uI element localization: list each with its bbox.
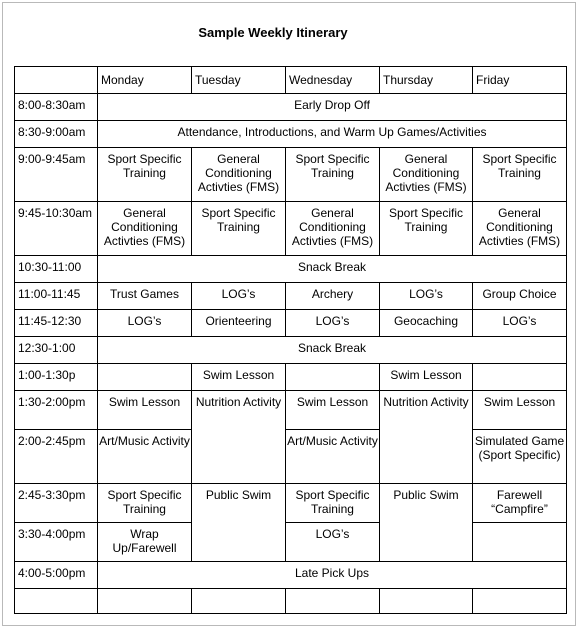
time-cell: 9:45-10:30am <box>15 202 98 256</box>
activity-cell: General Conditioning Activties (FMS) <box>380 148 473 202</box>
activity-cell: Art/Music Activity <box>98 430 192 484</box>
activity-cell-snack-break: Snack Break <box>98 337 567 364</box>
activity-cell <box>473 364 567 391</box>
activity-cell: Sport Specific Training <box>473 148 567 202</box>
activity-cell: Nutrition Activity <box>192 391 286 484</box>
activity-cell <box>473 589 567 614</box>
activity-cell: Sport Specific Training <box>286 148 380 202</box>
activity-cell: General Conditioning Activties (FMS) <box>286 202 380 256</box>
table-row <box>15 94 567 121</box>
activity-cell: Public Swim <box>192 484 286 562</box>
activity-cell <box>380 589 473 614</box>
table-row <box>15 589 567 614</box>
activity-cell: LOG’s <box>286 310 380 337</box>
activity-cell <box>98 589 192 614</box>
time-cell: 9:00-9:45am <box>15 148 98 202</box>
activity-cell: LOG’s <box>473 310 567 337</box>
activity-cell <box>192 589 286 614</box>
table-row <box>15 523 567 562</box>
day-header-thursday: Thursday <box>380 67 473 94</box>
table-row <box>15 202 567 256</box>
time-cell <box>15 589 98 614</box>
activity-cell: Sport Specific Training <box>98 484 192 523</box>
time-cell: 2:00-2:45pm <box>15 430 98 484</box>
table-row <box>15 121 567 148</box>
activity-cell: General Conditioning Activties (FMS) <box>473 202 567 256</box>
activity-cell: Orienteering <box>192 310 286 337</box>
table-row <box>15 256 567 283</box>
activity-cell: Swim Lesson <box>380 364 473 391</box>
activity-cell-snack-break: Snack Break <box>98 256 567 283</box>
time-cell: 11:00-11:45 <box>15 283 98 310</box>
table-row <box>15 283 567 310</box>
table-row <box>15 310 567 337</box>
time-cell: 8:00-8:30am <box>15 94 98 121</box>
activity-cell: Sport Specific Training <box>286 484 380 523</box>
table-row <box>15 337 567 364</box>
table-row <box>15 430 567 484</box>
time-cell: 10:30-11:00 <box>15 256 98 283</box>
time-cell: 3:30-4:00pm <box>15 523 98 562</box>
day-header-wednesday: Wednesday <box>286 67 380 94</box>
activity-cell: Public Swim <box>380 484 473 562</box>
day-header-friday: Friday <box>473 67 567 94</box>
day-header-monday: Monday <box>98 67 192 94</box>
activity-cell: Sport Specific Training <box>98 148 192 202</box>
activity-cell: LOG’s <box>286 523 380 562</box>
activity-cell: LOG’s <box>380 283 473 310</box>
table-row <box>15 484 567 523</box>
time-cell: 4:00-5:00pm <box>15 562 98 589</box>
time-cell: 8:30-9:00am <box>15 121 98 148</box>
activity-cell: Sport Specific Training <box>380 202 473 256</box>
table-row <box>15 364 567 391</box>
activity-cell: Art/Music Activity <box>286 430 380 484</box>
activity-cell: Swim Lesson <box>98 391 192 430</box>
activity-cell <box>286 364 380 391</box>
activity-cell-attendance: Attendance, Introductions, and Warm Up Games/Activities <box>98 121 567 148</box>
activity-cell: General Conditioning Activties (FMS) <box>98 202 192 256</box>
table-row <box>15 562 567 589</box>
activity-cell <box>286 589 380 614</box>
activity-cell <box>98 364 192 391</box>
activity-cell: LOG’s <box>192 283 286 310</box>
table-row <box>15 391 567 430</box>
activity-cell: Swim Lesson <box>473 391 567 430</box>
table-row <box>15 148 567 202</box>
page-title: Sample Weekly Itinerary <box>198 25 348 40</box>
activity-cell: Sport Specific Training <box>192 202 286 256</box>
itinerary-table <box>14 66 567 614</box>
activity-cell: Swim Lesson <box>192 364 286 391</box>
time-cell: 12:30-1:00 <box>15 337 98 364</box>
activity-cell: Swim Lesson <box>286 391 380 430</box>
activity-cell: Trust Games <box>98 283 192 310</box>
activity-cell: Simulated Game (Sport Specific) <box>473 430 567 484</box>
time-cell: 1:00-1:30p <box>15 364 98 391</box>
activity-cell: Nutrition Activity <box>380 391 473 484</box>
time-cell: 1:30-2:00pm <box>15 391 98 430</box>
activity-cell: Group Choice <box>473 283 567 310</box>
activity-cell <box>473 523 567 562</box>
activity-cell-late-pick-ups: Late Pick Ups <box>98 562 567 589</box>
day-header-tuesday: Tuesday <box>192 67 286 94</box>
time-header-cell <box>15 67 98 94</box>
activity-cell: LOG’s <box>98 310 192 337</box>
activity-cell-early-drop-off: Early Drop Off <box>98 94 567 121</box>
activity-cell: Farewell “Campfire” <box>473 484 567 523</box>
activity-cell: Archery <box>286 283 380 310</box>
activity-cell: Geocaching <box>380 310 473 337</box>
header-row <box>15 67 567 94</box>
activity-cell: Wrap Up/Farewell <box>98 523 192 562</box>
time-cell: 11:45-12:30 <box>15 310 98 337</box>
time-cell: 2:45-3:30pm <box>15 484 98 523</box>
activity-cell: General Conditioning Activties (FMS) <box>192 148 286 202</box>
